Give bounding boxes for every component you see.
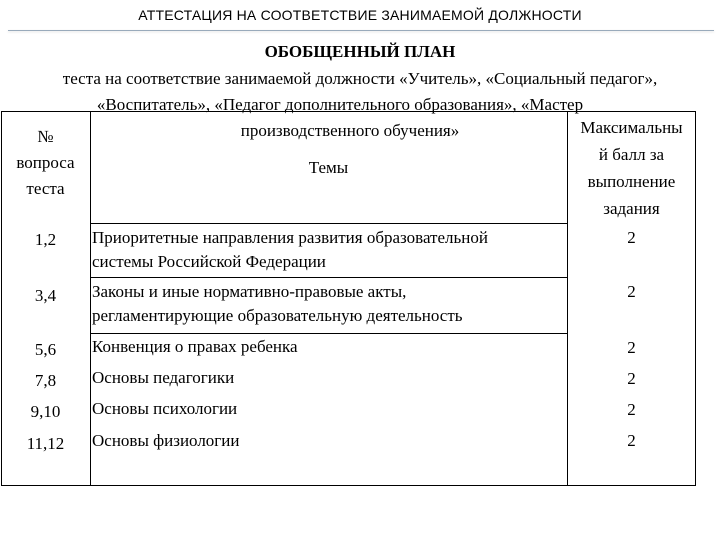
topic-line: Основы психологии [92,399,238,418]
header-line: выполнение [587,172,676,191]
header-line: Максимальны [580,118,683,137]
row-number: 11,12 [26,434,65,453]
plan-title: ОБОБЩЕННЫЙ ПЛАН [264,42,456,61]
header-line: задания [603,199,660,218]
subtitle-line: производственного обучения» [240,121,460,140]
header-line: теста [26,179,65,198]
row-score: 2 [627,400,636,419]
header-divider [8,30,714,31]
header-line: й балл за [598,145,665,164]
row-topic [92,280,562,328]
row-divider [90,333,567,334]
row-score: 2 [627,431,636,450]
header-line: № [37,127,54,146]
topic-line: Конвенция о правах ребенка [92,337,298,356]
row-number: 5,6 [34,340,57,359]
row-number: 9,10 [30,402,61,421]
topic-line: Основы педагогики [92,368,235,387]
row-score: 2 [627,338,636,357]
header-topics: Темы [308,158,349,177]
row-topic [92,397,562,421]
row-score: 2 [627,282,636,301]
row-number: 7,8 [34,371,57,390]
header-max-score [567,114,696,222]
row-divider [90,223,567,224]
header-line: вопроса [16,153,75,172]
slide-header: АТТЕСТАЦИЯ НА СООТВЕТСТВИЕ ЗАНИМАЕМОЙ ДОЛЖНОСТИ [138,7,582,23]
row-number: 3,4 [34,286,57,305]
row-score: 2 [627,369,636,388]
row-number: 1,2 [34,230,57,249]
row-topic [92,226,562,274]
topic-line: Основы физиологии [92,431,240,450]
topic-line: Приоритетные направления развития образовательной [92,228,488,247]
subtitle-line: «Воспитатель», «Педагог дополнительного образования», «Мастер [96,95,584,114]
topic-line: регламентирующие образовательную деятельность [92,306,463,325]
subtitle-line: теста на соответствие занимаемой должности «Учитель», «Социальный педагог», [62,69,658,88]
row-divider [90,277,567,278]
row-topic [92,366,562,390]
header-question-number [1,124,90,202]
topic-line: Законы и иные нормативно-правовые акты, [92,282,407,301]
row-topic [92,429,562,453]
row-topic [92,335,562,359]
row-score: 2 [627,228,636,247]
topic-line: системы Российской Федерации [92,252,326,271]
